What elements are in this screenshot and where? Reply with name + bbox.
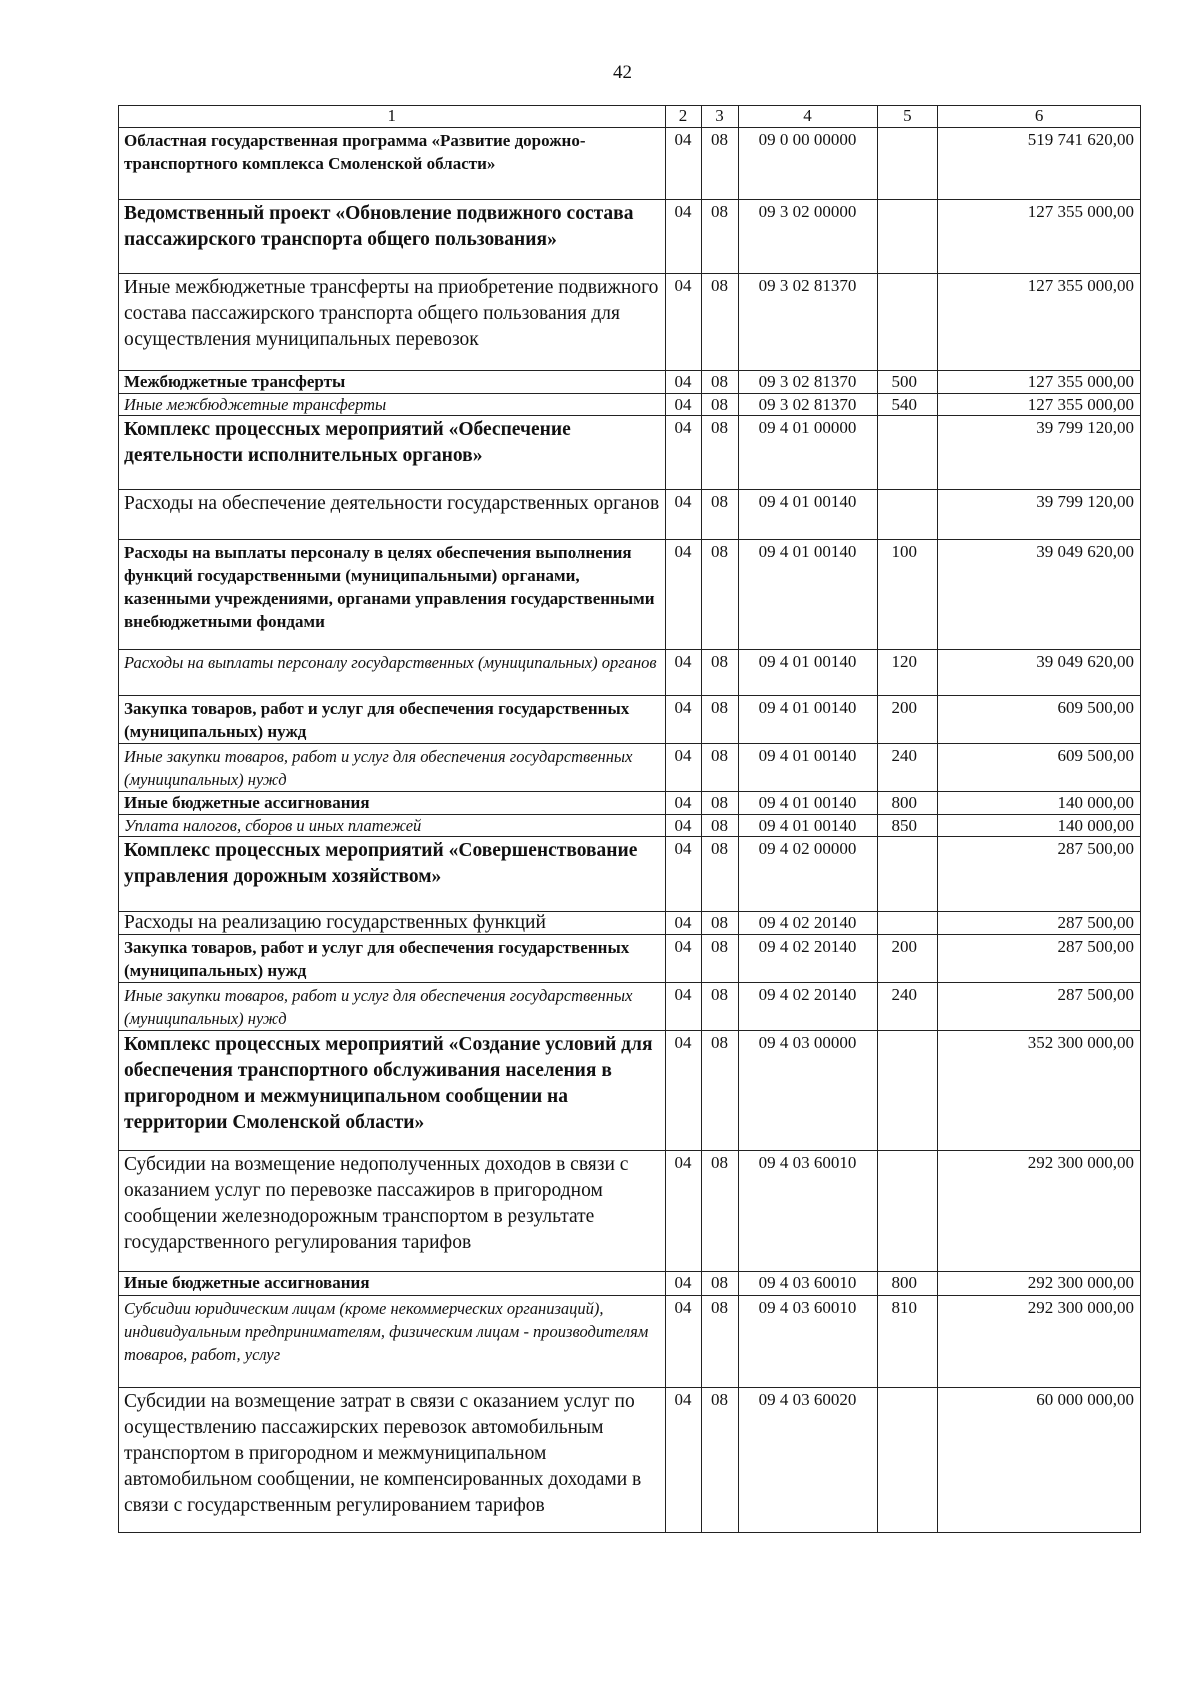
row-target-article: 09 4 01 00140	[738, 744, 877, 792]
row-amount: 609 500,00	[938, 744, 1141, 792]
column-header: 4	[738, 106, 877, 128]
row-expense-type: 100	[877, 540, 938, 650]
row-subsection: 08	[701, 394, 738, 416]
row-name: Расходы на обеспечение деятельности государственных органов	[119, 490, 666, 540]
table-row	[119, 792, 1141, 815]
row-expense-type: 800	[877, 792, 938, 815]
row-section: 04	[665, 744, 701, 792]
row-subsection: 08	[701, 128, 738, 200]
row-subsection: 08	[701, 696, 738, 744]
row-target-article: 09 4 03 00000	[738, 1031, 877, 1151]
row-target-article: 09 4 03 60020	[738, 1388, 877, 1533]
row-amount: 519 741 620,00	[938, 128, 1141, 200]
row-expense-type: 200	[877, 935, 938, 983]
row-expense-type	[877, 1031, 938, 1151]
column-header: 6	[938, 106, 1141, 128]
row-expense-type	[877, 1151, 938, 1272]
table-row	[119, 983, 1141, 1031]
row-subsection: 08	[701, 1031, 738, 1151]
row-name: Межбюджетные трансферты	[119, 371, 666, 394]
row-expense-type: 240	[877, 744, 938, 792]
row-target-article: 09 4 01 00140	[738, 490, 877, 540]
column-header: 2	[665, 106, 701, 128]
table-row	[119, 912, 1141, 935]
table-row	[119, 935, 1141, 983]
row-amount: 39 799 120,00	[938, 416, 1141, 490]
row-section: 04	[665, 1296, 701, 1388]
row-section: 04	[665, 837, 701, 912]
row-subsection: 08	[701, 837, 738, 912]
row-expense-type	[877, 128, 938, 200]
row-expense-type: 240	[877, 983, 938, 1031]
table-row	[119, 650, 1141, 696]
row-section: 04	[665, 416, 701, 490]
table-row	[119, 394, 1141, 416]
row-amount: 127 355 000,00	[938, 371, 1141, 394]
row-section: 04	[665, 371, 701, 394]
row-subsection: 08	[701, 200, 738, 274]
row-subsection: 08	[701, 490, 738, 540]
row-section: 04	[665, 792, 701, 815]
row-subsection: 08	[701, 792, 738, 815]
row-section: 04	[665, 1272, 701, 1296]
row-section: 04	[665, 983, 701, 1031]
row-name: Субсидии юридическим лицам (кроме некоммерческих организаций), индивидуальным предпринимателям, физическим лицам - производителям товаров, работ, услуг	[119, 1296, 666, 1388]
row-expense-type: 850	[877, 815, 938, 837]
table-row	[119, 200, 1141, 274]
budget-table	[118, 105, 1141, 1533]
table-row	[119, 837, 1141, 912]
row-subsection: 08	[701, 1272, 738, 1296]
row-name: Субсидии на возмещение затрат в связи с оказанием услуг по осуществлению пассажирских перевозок автомобильным транспортом в пригородном и межмуниципальном автомобильном сообщении, не компенсированных доходами в связи с государственным регулированием тарифов	[119, 1388, 666, 1533]
row-amount: 609 500,00	[938, 696, 1141, 744]
row-expense-type: 120	[877, 650, 938, 696]
row-subsection: 08	[701, 540, 738, 650]
row-subsection: 08	[701, 1151, 738, 1272]
row-section: 04	[665, 650, 701, 696]
row-expense-type: 200	[877, 696, 938, 744]
row-name: Субсидии на возмещение недополученных доходов в связи с оказанием услуг по перевозке пассажиров в пригородном сообщении железнодорожным транспортом в результате государственного регулирования тарифов	[119, 1151, 666, 1272]
row-amount: 127 355 000,00	[938, 394, 1141, 416]
row-amount: 127 355 000,00	[938, 274, 1141, 371]
table-row	[119, 1296, 1141, 1388]
row-expense-type	[877, 274, 938, 371]
row-expense-type	[877, 416, 938, 490]
row-name: Расходы на реализацию государственных функций	[119, 912, 666, 935]
row-target-article: 09 4 03 60010	[738, 1296, 877, 1388]
row-name: Областная государственная программа «Развитие дорожно-транспортного комплекса Смоленской области»	[119, 128, 666, 200]
row-amount: 60 000 000,00	[938, 1388, 1141, 1533]
table-row	[119, 1272, 1141, 1296]
row-target-article: 09 3 02 81370	[738, 394, 877, 416]
table-row	[119, 1151, 1141, 1272]
row-expense-type: 800	[877, 1272, 938, 1296]
row-target-article: 09 4 01 00140	[738, 540, 877, 650]
row-subsection: 08	[701, 650, 738, 696]
row-subsection: 08	[701, 1296, 738, 1388]
column-header: 3	[701, 106, 738, 128]
table-row	[119, 416, 1141, 490]
row-name: Комплекс процессных мероприятий «Обеспечение деятельности исполнительных органов»	[119, 416, 666, 490]
table-row	[119, 696, 1141, 744]
row-name: Расходы на выплаты персоналу в целях обеспечения выполнения функций государственными (муниципальными) органами, казенными учреждениями, органами управления государственными внебюджетными фондами	[119, 540, 666, 650]
table-row	[119, 274, 1141, 371]
row-target-article: 09 3 02 00000	[738, 200, 877, 274]
row-section: 04	[665, 1388, 701, 1533]
table-row	[119, 744, 1141, 792]
row-section: 04	[665, 200, 701, 274]
row-name: Иные закупки товаров, работ и услуг для обеспечения государственных (муниципальных) нужд	[119, 744, 666, 792]
row-amount: 39 049 620,00	[938, 650, 1141, 696]
row-subsection: 08	[701, 912, 738, 935]
row-amount: 287 500,00	[938, 837, 1141, 912]
row-amount: 39 049 620,00	[938, 540, 1141, 650]
row-expense-type: 500	[877, 371, 938, 394]
row-name: Комплекс процессных мероприятий «Совершенствование управления дорожным хозяйством»	[119, 837, 666, 912]
row-target-article: 09 4 01 00140	[738, 650, 877, 696]
row-expense-type	[877, 1388, 938, 1533]
row-target-article: 09 4 02 20140	[738, 983, 877, 1031]
row-target-article: 09 4 01 00140	[738, 815, 877, 837]
row-subsection: 08	[701, 1388, 738, 1533]
row-section: 04	[665, 540, 701, 650]
row-section: 04	[665, 274, 701, 371]
column-header: 5	[877, 106, 938, 128]
page-number: 42	[613, 62, 632, 83]
row-expense-type	[877, 200, 938, 274]
row-expense-type: 540	[877, 394, 938, 416]
row-amount: 352 300 000,00	[938, 1031, 1141, 1151]
row-name: Иные закупки товаров, работ и услуг для обеспечения государственных (муниципальных) нужд	[119, 983, 666, 1031]
row-amount: 140 000,00	[938, 792, 1141, 815]
row-section: 04	[665, 490, 701, 540]
row-name: Закупка товаров, работ и услуг для обеспечения государственных (муниципальных) нужд	[119, 935, 666, 983]
row-amount: 287 500,00	[938, 912, 1141, 935]
row-section: 04	[665, 1151, 701, 1272]
row-name: Ведомственный проект «Обновление подвижного состава пассажирского транспорта общего пользования»	[119, 200, 666, 274]
row-name: Комплекс процессных мероприятий «Создание условий для обеспечения транспортного обслуживания населения в пригородном и межмуниципальном сообщении на территории Смоленской области»	[119, 1031, 666, 1151]
row-target-article: 09 4 02 20140	[738, 935, 877, 983]
row-section: 04	[665, 815, 701, 837]
row-amount: 140 000,00	[938, 815, 1141, 837]
table-row	[119, 540, 1141, 650]
row-section: 04	[665, 912, 701, 935]
row-target-article: 09 4 02 00000	[738, 837, 877, 912]
row-target-article: 09 4 01 00140	[738, 696, 877, 744]
row-section: 04	[665, 935, 701, 983]
row-section: 04	[665, 128, 701, 200]
table-row	[119, 371, 1141, 394]
row-name: Уплата налогов, сборов и иных платежей	[119, 815, 666, 837]
row-expense-type	[877, 912, 938, 935]
row-target-article: 09 3 02 81370	[738, 371, 877, 394]
row-amount: 287 500,00	[938, 935, 1141, 983]
row-target-article: 09 4 02 20140	[738, 912, 877, 935]
row-section: 04	[665, 696, 701, 744]
row-target-article: 09 4 03 60010	[738, 1272, 877, 1296]
column-header: 1	[119, 106, 666, 128]
row-amount: 292 300 000,00	[938, 1296, 1141, 1388]
row-expense-type: 810	[877, 1296, 938, 1388]
row-subsection: 08	[701, 744, 738, 792]
row-amount: 39 799 120,00	[938, 490, 1141, 540]
row-subsection: 08	[701, 416, 738, 490]
row-subsection: 08	[701, 935, 738, 983]
table-row	[119, 490, 1141, 540]
row-target-article: 09 4 01 00140	[738, 792, 877, 815]
row-section: 04	[665, 394, 701, 416]
table-row	[119, 1031, 1141, 1151]
row-name: Закупка товаров, работ и услуг для обеспечения государственных (муниципальных) нужд	[119, 696, 666, 744]
table-row	[119, 815, 1141, 837]
row-subsection: 08	[701, 371, 738, 394]
row-target-article: 09 3 02 81370	[738, 274, 877, 371]
row-amount: 292 300 000,00	[938, 1151, 1141, 1272]
row-subsection: 08	[701, 815, 738, 837]
row-section: 04	[665, 1031, 701, 1151]
row-name: Иные межбюджетные трансферты на приобретение подвижного состава пассажирского транспорта общего пользования для осуществления муниципальных перевозок	[119, 274, 666, 371]
table-header-row	[119, 106, 1141, 128]
row-amount: 127 355 000,00	[938, 200, 1141, 274]
row-target-article: 09 4 03 60010	[738, 1151, 877, 1272]
table-row	[119, 128, 1141, 200]
table-body	[119, 128, 1141, 1533]
row-name: Иные бюджетные ассигнования	[119, 792, 666, 815]
row-expense-type	[877, 490, 938, 540]
row-target-article: 09 4 01 00000	[738, 416, 877, 490]
row-amount: 292 300 000,00	[938, 1272, 1141, 1296]
row-name: Иные бюджетные ассигнования	[119, 1272, 666, 1296]
row-subsection: 08	[701, 274, 738, 371]
row-amount: 287 500,00	[938, 983, 1141, 1031]
table-row	[119, 1388, 1141, 1533]
row-expense-type	[877, 837, 938, 912]
row-name: Расходы на выплаты персоналу государственных (муниципальных) органов	[119, 650, 666, 696]
row-name: Иные межбюджетные трансферты	[119, 394, 666, 416]
row-target-article: 09 0 00 00000	[738, 128, 877, 200]
row-subsection: 08	[701, 983, 738, 1031]
